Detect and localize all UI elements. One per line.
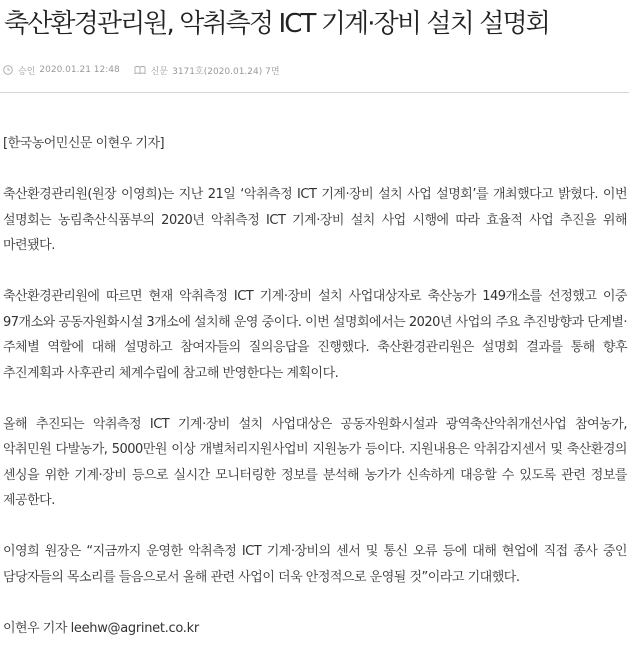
article-title: 축산환경관리원, 악취측정 ICT 기계·장비 설치 설명회 bbox=[4, 9, 549, 39]
paper-label: 신문 bbox=[150, 66, 169, 77]
reporter-email[interactable]: leehw@agrinet.co.kr bbox=[70, 620, 199, 636]
article-meta bbox=[3, 61, 280, 79]
article-paragraph: 이영희 원장은 “지금까지 운영한 악취측정 ICT 기계·장비의 센서 및 통신 오류 등에 대해 현업에 직접 종사 중인 담당자들의 목소리를 들음으로서 올해 관련 사업이 더욱 안정적으로 운영될 것”이라고 기대했다. bbox=[3, 544, 627, 585]
article-paragraph: 축산환경관리원에 따르면 현재 악취측정 ICT 기계·장비 설치 사업대상자로 축산농가 149개소를 선정했고 이중 97개소와 공동자원화시설 3개소에 설치해 운영 중이다. 이번 설명회에서는 2020년 사업의 주요 추진방향과 단계별·주체별 역할에 대해 설명하고 참여자들의 질의응답을 진행했다. 축산환경관리원은 설명회 결과를 통해 향후 추진계획과 사후관리 체계수립에 참고해 반영한다는 계획이다. bbox=[3, 289, 627, 381]
paper-issue: 3171호(2020.01.24) 7면 bbox=[172, 66, 280, 77]
header-divider bbox=[0, 92, 629, 93]
clock-icon bbox=[3, 65, 13, 75]
article-body bbox=[3, 131, 627, 641]
article-paragraph: 축산환경관리원(원장 이영희)는 지난 21일 ‘악취측정 ICT 기계·장비 설치 사업 설명회’를 개최했다고 밝혔다. 이번 설명회는 농림축산식품부의 2020년 악취측정 ICT 기계·장비 설치 사업 시행에 따라 효율적 사업 추진을 위해 마련됐다. bbox=[3, 187, 627, 253]
newspaper-icon bbox=[134, 65, 146, 75]
article-paragraph: 올해 추진되는 악취측정 ICT 기계·장비 설치 사업대상은 공동자원화시설과 광역축산악취개선사업 참여농가, 악취민원 다발농가, 5000만원 이상 개별처리지원사업비 지원농가 등이다. 지원내용은 악취감지센서 및 축산환경의 센싱을 위한 기계·장비 등으로 실시간 모니터링한 정보를 분석해 농가가 신속하게 대응할 수 있도록 관련 정보를 제공한다. bbox=[3, 416, 627, 508]
byline: [한국농어민신문 이현우 기자] bbox=[3, 136, 165, 151]
approved-label: 승인 bbox=[18, 66, 36, 77]
approved-datetime: 2020.01.21 12:48 bbox=[39, 65, 120, 75]
reporter-name: 이현우 기자 bbox=[3, 620, 67, 636]
reporter-signature bbox=[3, 616, 627, 642]
